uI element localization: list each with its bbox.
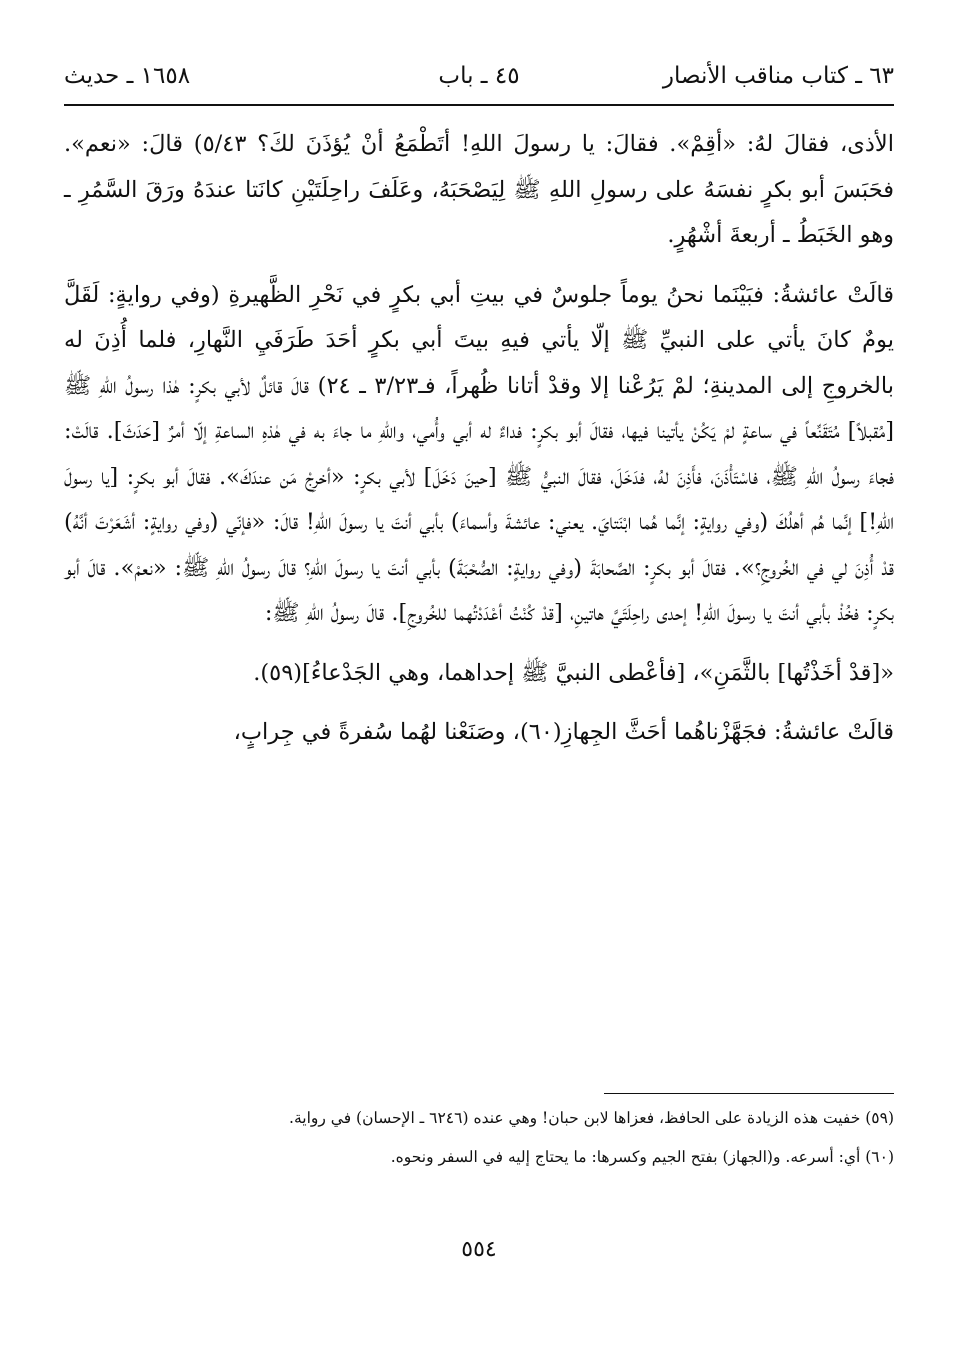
paragraph-4: قالَتْ عائشةُ: فجَهَّزْناهُما أحَثَّ الجِهازِ(٦٠)، وصَنَعْنا لهُما سُفرةً في جِرابٍ، (233, 719, 894, 745)
footnote-60: (٦٠) أي: أسرعه. و(الجهاز) بفتح الجيم وكسرها: ما يحتاج إليه في السفر ونحوه. (390, 1148, 894, 1166)
paragraph-1: الأذى، فقالَ لهُ: «أقِمْ». فقالَ: يا رسولَ اللهِ! أتَطْمَعُ أنْ يُؤذَنَ لكَ؟ ٥/٤٣) قالَ: «نعم». فحَبَسَ أبو بكرٍ نفسَهُ على رسولِ اللهِ ﷺ لِيَصْحَبَهُ، وعَلَفَ راحِلَتَيْنِ كانَتا عندَهُ ورَقَ السَّمُرِ ـ وهو الخَبَطُ ـ أربعةَ أشْهُرٍ. (64, 131, 894, 248)
header-chapter: ٦٣ ـ كتاب مناقب الأنصار (662, 63, 894, 89)
paragraph-2: قالَتْ عائشةُ: فبَيْنَما نحنُ يوماً جلوسٌ في بيتِ أبي بكرٍ في نَحْرِ الظَّهيرةِ (وفي روايةٍ: لَقَلَّ يومٌ كانَ يأتي على النبيِّ ﷺ إلّا يأتي فيهِ بيتَ أبي بكرٍ أحَدَ طَرَفَيِ النَّهارِ، فلما أُذِنَ له بالخروجِ إلى المدينةِ؛ لمْ يَرُعْنا إلا وقدْ أتانا ظُهراً، فـ٣/٢٣ ـ ٢٤) قالَ قائلٌ لأبي بكرٍ: هٰذا رسولُ اللهِ ﷺ [مُقبلاً] مُتَقَنِّعاً في ساعةٍ لمْ يَكُنْ يأتينا فيها، فقالَ أبو بكرٍ: فداءٌ له أبي وأُمي، واللهِ ما جاءَ به في هٰذهِ الساعةِ إلّا أمرٌ [حَدَثَ]. قالَتْ: فجاءَ رسولُ اللهِ ﷺ، فاسْتَأْذَنَ، فأَذِنَ لهُ، فدَخَلَ، فقالَ النبيُّ ﷺ [حينَ دَخَلَ] لأبي بكرٍ: «أخرِجْ مَن عندَكَ». فقالَ أبو بكرٍ: [يا رسولَ اللهِ!] إنَّما هُم أهلُكَ (وفي روايةٍ: إنَّما هُما ابْنَتايَ. يعني: عائشةَ وأسماءَ) بأبي أنتَ يا رسولَ اللهِ! قالَ: «فإنّي (وفي روايةٍ: أشَعَرْتَ أنَّهُ) قدْ أُذِنَ لي في الخُروجِ؟». فقالَ أبو بكرٍ: الصَّحابَةَ (وفي روايةٍ: الصُّحْبَةَ) بأبي أنتَ يا رسولَ اللهِ؟ قالَ رسولُ اللهِ ﷺ: «نعمْ». قالَ أبو بكرٍ: فخُذْ بأبي أنتَ يا رسولَ اللهِ! إحدى راحِلَتَيَّ هاتينِ، [قدْ كُنْتُ أعْدَدْتُهما للخُروجِ]. قالَ رسولُ اللهِ ﷺ: (64, 281, 894, 626)
footnotes (64, 1103, 894, 1173)
header-divider (64, 104, 894, 106)
header-section: ٤٥ ـ باب (438, 63, 520, 89)
footnote-divider (604, 1093, 894, 1094)
page-number: ٥٥٤ (461, 1237, 497, 1262)
paragraph-3: «[قدْ أخَذْتُها] بالثَّمَنِ»، [فأعْطى النبيَّ ﷺ إحداهما، وهي الجَدْعاءُ](٥٩). (253, 659, 894, 686)
running-header (64, 56, 894, 96)
main-text (64, 122, 894, 756)
header-hadith-number: ١٦٥٨ ـ حديث (64, 63, 191, 89)
footnote-59: (٥٩) خفيت هذه الزيادة على الحافظ، فعزاها لابن حبان! وهي عنده (٦٢٤٦ ـ الإحسان) في رواية. (289, 1109, 894, 1127)
